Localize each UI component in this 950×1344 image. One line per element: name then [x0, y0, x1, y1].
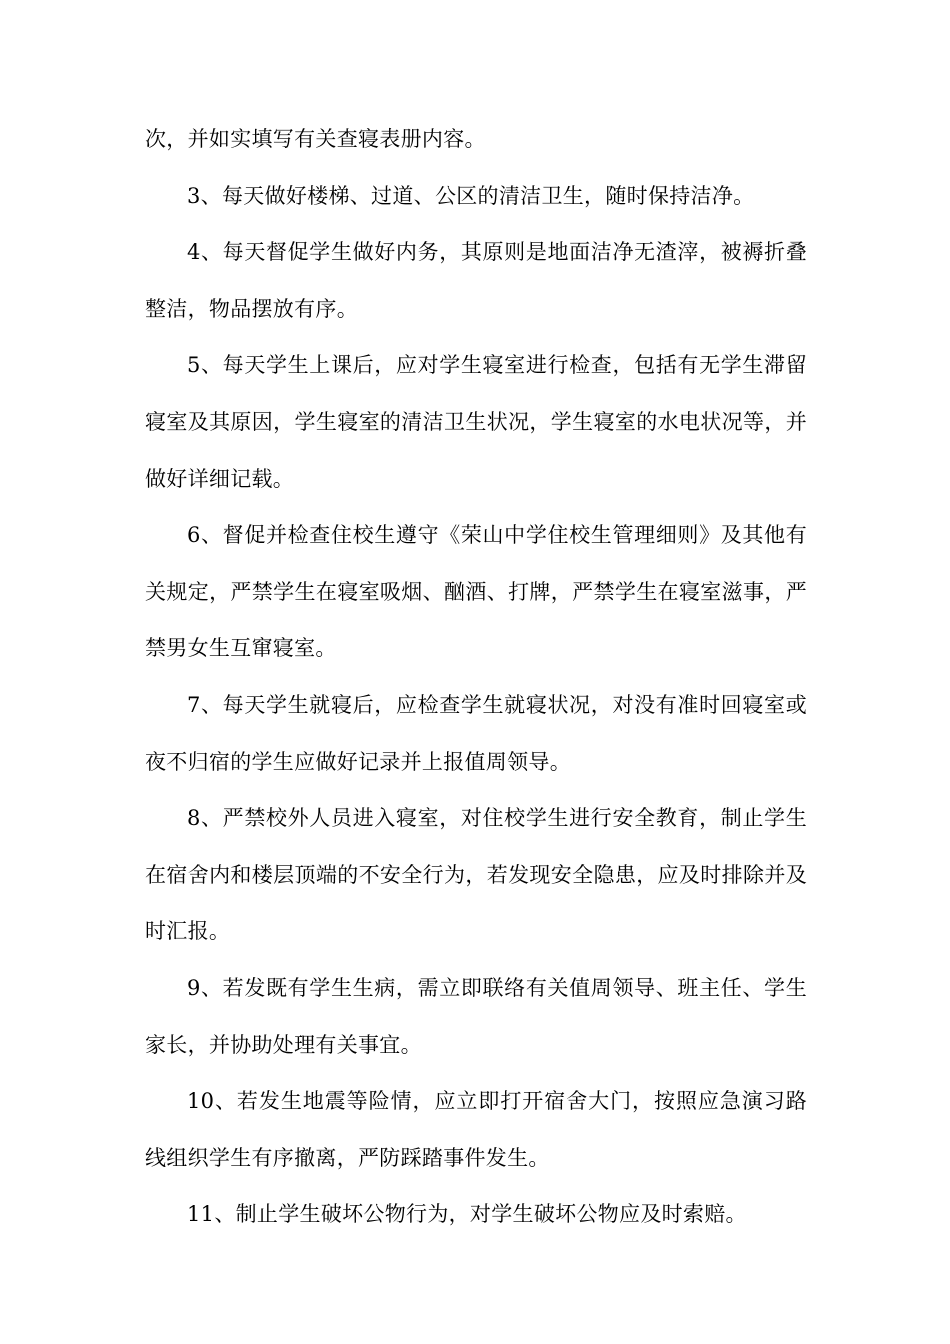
paragraph-item-10: 10、若发生地震等险情，应立即打开宿舍大门，按照应急演习路线组织学生有序撤离，严防踩踏事件发生。 [145, 1089, 807, 1170]
paragraph-item-9: 9、若发既有学生生病，需立即联络有关值周领导、班主任、学生家长，并协助处理有关事宜。 [145, 975, 807, 1057]
paragraph-item-11: 11、制止学生破坏公物行为，对学生破坏公物应及时索赔。 [187, 1202, 747, 1227]
paragraph-continuation: 次，并如实填写有关查寝表册内容。 [145, 127, 486, 151]
document-body [145, 111, 807, 1243]
paragraph-item-6: 6、督促并检查住校生遵守《荣山中学住校生管理细则》及其他有关规定，严禁学生在寝室吸烟、酗酒、打牌，严禁学生在寝室滋事，严禁男女生互窜寝室。 [145, 523, 807, 661]
paragraph-item-5: 5、每天学生上课后，应对学生寝室进行检查，包括有无学生滞留寝室及其原因，学生寝室的清洁卫生状况，学生寝室的水电状况等，并做好详细记载。 [145, 353, 807, 491]
paragraph-item-8: 8、严禁校外人员进入寝室，对住校学生进行安全教育，制止学生在宿舍内和楼层顶端的不安全行为，若发现安全隐患，应及时排除并及时汇报。 [145, 806, 807, 944]
paragraph-item-7: 7、每天学生就寝后，应检查学生就寝状况，对没有准时回寝室或夜不归宿的学生应做好记录并上报值周领导。 [145, 692, 807, 774]
paragraph-item-3: 3、每天做好楼梯、过道、公区的清洁卫生，随时保持洁净。 [187, 183, 755, 208]
paragraph-item-4: 4、每天督促学生做好内务，其原则是地面洁净无渣滓，被褥折叠整洁，物品摆放有序。 [145, 240, 807, 321]
